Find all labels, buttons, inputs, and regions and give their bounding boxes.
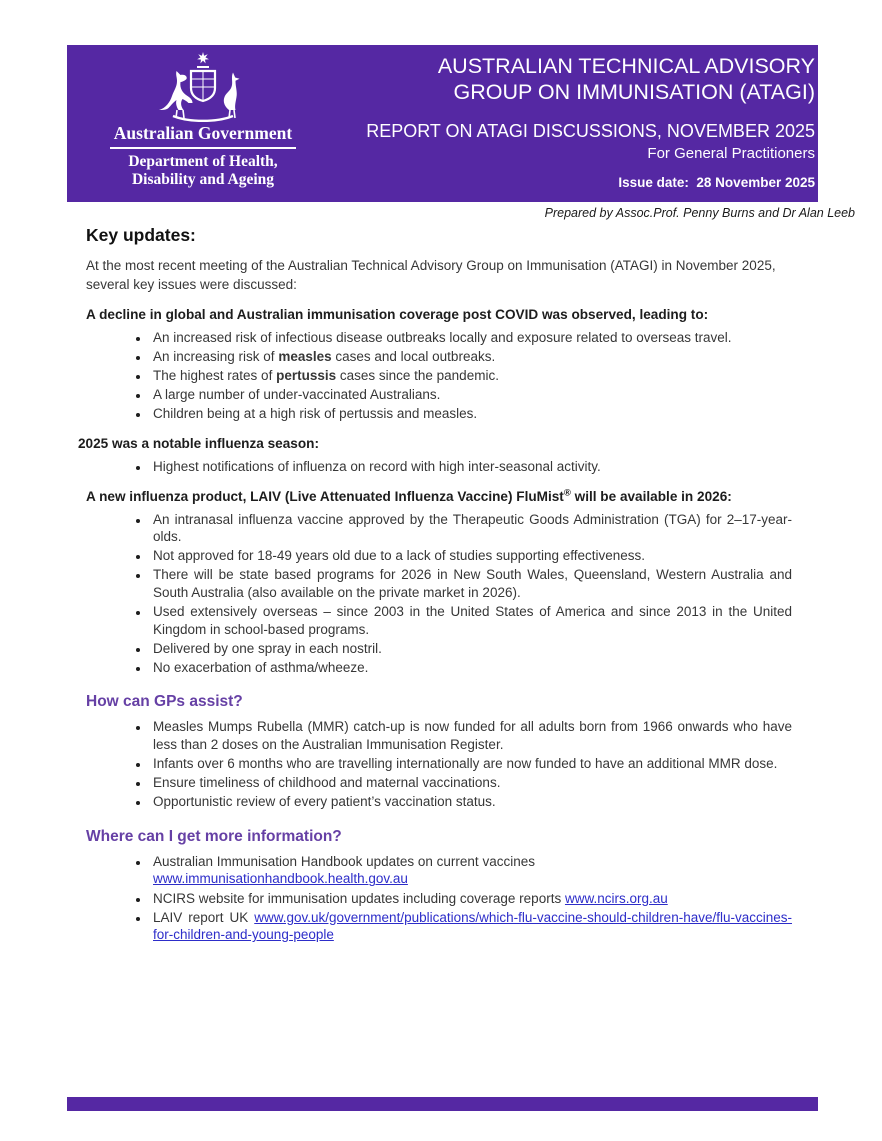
org-title-line2: GROUP ON IMMUNISATION (ATAGI) xyxy=(453,80,815,104)
bullet-item xyxy=(150,718,792,753)
text-segment: Ensure timeliness of childhood and maternal vaccinations. xyxy=(153,775,501,791)
banner-titles xyxy=(366,53,815,190)
bullet-item xyxy=(150,367,792,385)
bold-subheading: A new influenza product, LAIV (Live Attenuated Influenza Vaccine) FluMist® will be available in 2026: xyxy=(86,487,732,504)
hyperlink[interactable]: www.ncirs.org.au xyxy=(564,890,668,906)
bullet-item xyxy=(150,511,792,546)
coat-of-arms-icon xyxy=(147,50,259,122)
text-segment: pertussis xyxy=(276,368,337,384)
header-banner xyxy=(67,45,818,202)
bullet-list xyxy=(86,458,792,476)
text-segment: Opportunistic review of every patient’s vaccination status. xyxy=(153,794,496,810)
text-segment: The highest rates of xyxy=(153,368,277,384)
bullet-item xyxy=(150,386,792,404)
bullet-item xyxy=(150,329,792,347)
hyperlink[interactable]: www.immunisationhandbook.health.gov.au xyxy=(153,871,408,887)
text-segment: Delivered by one spray in each nostril. xyxy=(153,640,382,656)
bullet-item xyxy=(150,640,792,658)
government-name: Australian Government xyxy=(113,123,293,143)
text-segment: An intranasal influenza vaccine approved by the Therapeutic Goods Administration (TGA) for 2–17-year-olds. xyxy=(153,511,792,545)
section-heading: Where can I get more information? xyxy=(86,827,342,845)
audience-line: For General Practitioners xyxy=(647,145,815,162)
text-segment: Used extensively overseas – since 2003 in the United States of America and since 2013 in the United Kingdom in school-based programs. xyxy=(153,604,792,637)
text-segment: Infants over 6 months who are travelling internationally are now funded to have an additional MMR dose. xyxy=(153,756,778,772)
bullet-item xyxy=(150,458,792,476)
content-blocks xyxy=(78,307,792,944)
text-segment: Not approved for 18-49 years old due to a lack of studies supporting effectiveness. xyxy=(153,548,646,564)
text-segment: cases since the pandemic. xyxy=(336,368,499,384)
bullet-item xyxy=(150,793,792,811)
divider xyxy=(110,147,296,149)
text-segment: measles xyxy=(278,349,332,365)
bullet-list xyxy=(86,511,792,677)
report-title: REPORT ON ATAGI DISCUSSIONS, NOVEMBER 2025 xyxy=(366,121,815,141)
text-segment: Measles Mumps Rubella (MMR) catch-up is now funded for all adults born from 1966 onwards who have less than 2 doses on the Australian Immunisation Register. xyxy=(153,719,792,752)
department-name xyxy=(97,153,309,188)
intro-paragraph: At the most recent meeting of the Australian Technical Advisory Group on Immunisation (ATAGI) in November 2025, several key issues were discussed: xyxy=(86,258,776,292)
text-segment: There will be state based programs for 2026 in New South Wales, Queensland, Western Australia and South Australia (also available on the private market in 2026). xyxy=(153,567,792,600)
department-line2: Disability and Ageing xyxy=(131,170,275,188)
text-segment: Children being at a high risk of pertussis and measles. xyxy=(153,406,478,422)
bullet-item xyxy=(150,659,792,677)
text-segment: An increasing risk of xyxy=(153,349,279,365)
issue-date: Issue date: 28 November 2025 xyxy=(618,175,815,190)
department-line1: Department of Health, xyxy=(128,153,278,170)
bullet-list xyxy=(86,329,792,423)
text-segment: cases and local outbreaks. xyxy=(331,349,496,365)
prepared-by-line: Prepared by Assoc.Prof. Penny Burns and Dr Alan Leeb xyxy=(544,206,855,220)
bullet-item xyxy=(150,774,792,792)
bullet-item xyxy=(150,890,792,908)
bullet-item xyxy=(150,566,792,601)
bullet-item xyxy=(150,348,792,366)
org-title xyxy=(366,53,815,105)
footer-bar xyxy=(67,1097,818,1111)
government-crest-block xyxy=(97,50,309,188)
bullet-item xyxy=(150,853,792,888)
document-body xyxy=(0,220,882,944)
bullet-item xyxy=(150,405,792,423)
hyperlink[interactable]: www.gov.uk/government/publications/which-flu-vaccine-should-children-have/flu-vaccines-for-children-and-young-people xyxy=(153,909,792,943)
bullet-item xyxy=(150,547,792,565)
key-updates-heading: Key updates: xyxy=(86,225,196,245)
bullet-list xyxy=(86,853,792,944)
text-segment: An increased risk of infectious disease outbreaks locally and exposure related to overseas travel. xyxy=(153,330,732,345)
bold-subheading: 2025 was a notable influenza season: xyxy=(78,435,319,451)
text-segment: Australian Immunisation Handbook updates on current vaccines xyxy=(153,853,535,869)
text-segment: Highest notifications of influenza on record with high inter-seasonal activity. xyxy=(153,458,601,474)
text-segment: LAIV report UK xyxy=(153,909,255,925)
bullet-item xyxy=(150,755,792,773)
bullet-list xyxy=(86,718,792,810)
org-title-line1: AUSTRALIAN TECHNICAL ADVISORY xyxy=(437,54,815,78)
section-heading: How can GPs assist? xyxy=(86,693,243,711)
bullet-item xyxy=(150,909,792,944)
text-segment: No exacerbation of asthma/wheeze. xyxy=(153,659,369,675)
text-segment: A large number of under-vaccinated Australians. xyxy=(153,387,441,403)
bullet-item xyxy=(150,603,792,638)
text-segment: NCIRS website for immunisation updates including coverage reports xyxy=(153,890,565,906)
bold-subheading: A decline in global and Australian immunisation coverage post COVID was observed, leading to: xyxy=(86,307,709,322)
